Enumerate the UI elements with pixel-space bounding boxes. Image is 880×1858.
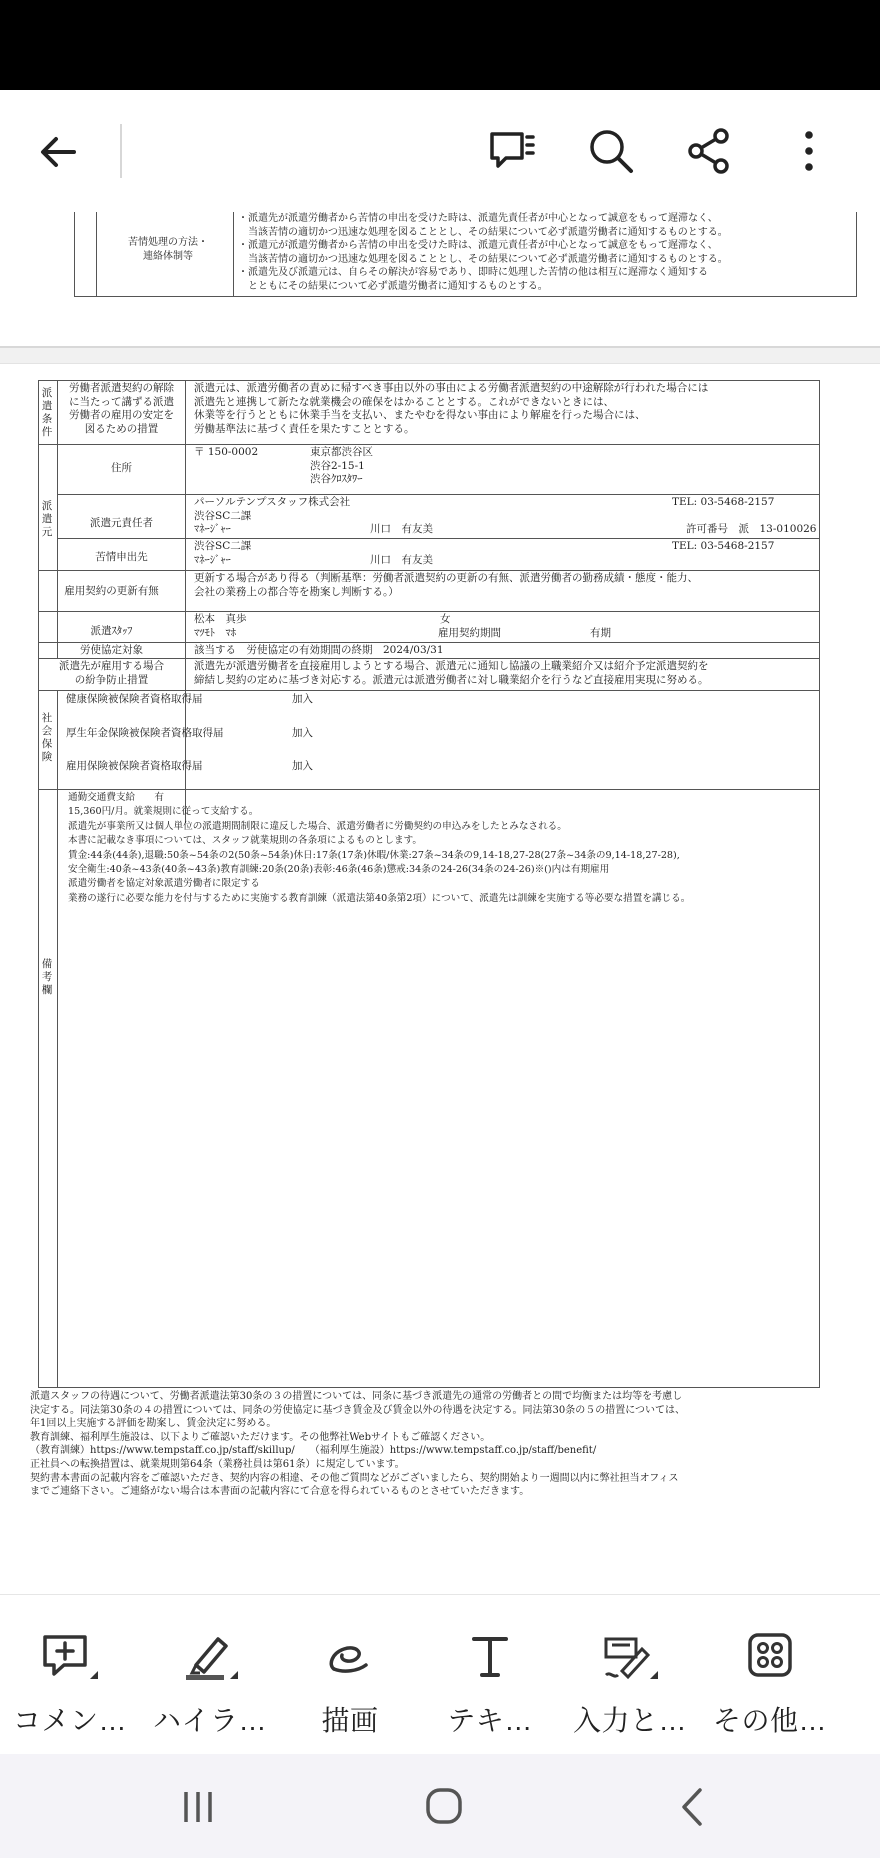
sekininsha-tel: TEL: 03-5468-2157 (672, 496, 775, 508)
tool-more[interactable] (700, 1595, 840, 1755)
koyo-kikan-value: 有期 (590, 627, 611, 639)
funso-text: 派遣先が派遣労働者を直接雇用しようとする場合、派遣元に通知し協議の上職業紹介又は紹介予定派遣契約を 締結し契約の定めに基づき対応する。派遣元は派遣労働者に対し職業紹介を行うなど直接雇用実現に努める。 (194, 660, 709, 686)
tool-draw-label: 描画 (321, 1705, 379, 1736)
fill-sign-icon (598, 1631, 662, 1683)
share-icon[interactable] (684, 126, 734, 176)
appbar-divider (120, 124, 122, 178)
jusho-label: 住所 (111, 462, 132, 474)
side-haken-joken: 派 遣 条 件 (41, 387, 53, 438)
funso-label: 派遣先が雇用する場合 の紛争防止措置 (59, 660, 164, 686)
add-comment-icon (38, 1631, 102, 1683)
side-shakai-hoken: 社 会 保 険 (41, 712, 53, 763)
comment-list-icon[interactable] (486, 126, 536, 176)
kujo-shori-label: 苦情処理の方法・ 連絡体制等 (128, 237, 208, 262)
status-bar (0, 0, 880, 90)
roshi-text: 該当する 労使協定の有効期間の終期 2024/03/31 (194, 644, 444, 656)
tool-text[interactable] (420, 1595, 560, 1755)
draw-icon (318, 1631, 382, 1683)
kyoka-bango: 許可番号 派 13-010026 (686, 523, 817, 535)
tool-highlight[interactable] (140, 1595, 280, 1755)
kosei-nenkin-value: 加入 (292, 727, 313, 739)
staff-gender: 女 (440, 613, 451, 625)
tool-text-label: テキ… (447, 1705, 533, 1736)
document-viewport[interactable] (0, 212, 880, 1594)
text-icon (458, 1631, 522, 1683)
tool-highlight-label: ハイラ… (152, 1705, 267, 1736)
kujo-moushide-dept: 渋谷SC二課 ﾏﾈｰｼﾞｬｰ (194, 540, 252, 566)
kujo-shori-text: ・派遣先が派遣労働者から苦情の申出を受けた時は、派遣先責任者が中心となって誠意をもって遅滞なく、 当該苦情の適切かつ迅速な処理を図ることとし、その結果について必ず派遣労働者に通知するものとする。 ・派遣元が派遣労働者から苦情の申出を受けた時は、派遣元責任者が中心となって誠意をもって遅滞なく、 当該苦情の適切かつ迅速な処理を図ることとし、その結果について必ず派遣労働者に通知するものとする。 ・派遣先及び派遣元は、自らその解決が容易であり、即時に処理した苦情の他は相互に遅滞なく通知する とともにその結果について必ず派遣労働者に通知するものとする。 (238, 213, 728, 292)
bottom-toolbar (0, 1594, 880, 1754)
search-icon[interactable] (586, 126, 636, 176)
recents-icon[interactable] (168, 1780, 228, 1834)
previous-page (0, 212, 880, 346)
side-biko: 備 考 欄 (41, 958, 53, 996)
side-hakenmoto: 派 遣 元 (41, 500, 53, 538)
jusho-postal: 〒 150-0002 (194, 446, 259, 458)
footer-notes: 派遣スタッフの待遇について、労働者派遣法第30条の３の措置については、同条に基づき派遣先の通常の労働者との間で均衡または均等を考慮し 決定する。同法第30条の４の措置については、同条の労使協定に基づき賃金及び賃金以外の待遇を決定する。同法第30条の５の措置については、 年1回以上実施する評価を勘案し、賃金決定に努める。 教育訓練、福利厚生施設は、以下よりご確認いただけます。その他弊社Webサイトもご確認ください。 （教育訓練）https://www.tempstaff.co.jp/staff/skillup/ （福利厚生施設）https://www.tempstaff.co.jp/staff/benefit/ 正社員への転換措置は、就業規則第64条（業務社員は第61条）に規定しています。 契約書本書面の記載内容をご確認いただき、契約内容の相違、その他ご質問などがございましたら、契約開始より一週間以内に弊社担当オフィス までご連絡下さい。ご連絡がない場合は本書面の記載内容にて合意を得られているものとさせていただきます。 (30, 1391, 686, 1498)
kosei-nenkin-label: 厚生年金保険被保険者資格取得届 (66, 727, 224, 739)
sekininsha-company: パーソルテンプスタッフ株式会社 渋谷SC二課 ﾏﾈｰｼﾞｬｰ (194, 496, 351, 535)
koyo-hoken-label: 雇用保険被保険者資格取得届 (66, 760, 203, 772)
top-app-bar (0, 90, 880, 212)
tool-draw[interactable] (280, 1595, 420, 1755)
tool-more-label: その他… (712, 1705, 827, 1736)
kenko-hoken-value: 加入 (292, 693, 313, 705)
koyo-hoken-value: 加入 (292, 760, 313, 772)
jusho-address: 東京都渋谷区 渋谷2-15-1 渋谷ｸﾛｽﾀﾜｰ (310, 446, 373, 485)
staff-name: 松本 真歩 ﾏﾂﾓﾄ ﾏﾎ (194, 613, 247, 639)
tool-fill-sign-label: 入力と… (572, 1705, 687, 1736)
tool-fill-sign[interactable] (560, 1595, 700, 1755)
arrow-left-icon[interactable] (34, 128, 82, 176)
kujo-moushide-label: 苦情申出先 (95, 551, 148, 563)
system-nav-bar (0, 1754, 880, 1858)
tool-comment[interactable] (0, 1595, 140, 1755)
koyo-kikan-label: 雇用契約期間 (438, 627, 501, 639)
grid-icon (738, 1631, 802, 1683)
roshi-label: 労使協定対象 (80, 644, 143, 656)
sekininsha-label: 派遣元責任者 (90, 517, 153, 529)
biko-text: 通勤交通費支給 有 15,360円/月。就業規則に従って支給する。 派遣先が事業所又は個人単位の派遣期間制限に違反した場合、派遣労働者に労働契約の申込みをしたとみなされる。 本書に記載なき事項については、スタッフ就業規則の各条項によるものとします。 賃金:44条(44条),退職:50条~54条の2(50条~54条)休日:17条(17条)休暇/休業:27条~34条の9,14-18,27-28(27条~34条の9,14-18,27-28), 安全衛生:40条~43条(40条~43条)教育訓練:20条(20条)表彰:46条(46条)懲戒:34条の24-26(34条の24-26)※()内は有期雇用 派遣労働者を協定対象派遣労働者に限定する 業務の遂行に必要な能力を付与するために実施する教育訓練（派遣法第40条第2項）について、派遣先は訓練を実施する等必要な措置を講じる。 (68, 792, 691, 904)
sekininsha-name: 川口 有友美 (370, 523, 433, 535)
kujo-moushide-name: 川口 有友美 (370, 554, 433, 566)
koshin-label: 雇用契約の更新有無 (64, 585, 159, 597)
koshin-text: 更新する場合があり得る（判断基準：労働者派遣契約の更新の有無、派遣労働者の勤務成績・態度・能力、 会社の業務上の都合等を勘案し判断する。） (194, 572, 698, 598)
more-vertical-icon[interactable] (784, 126, 834, 176)
nav-back-icon[interactable] (662, 1780, 722, 1834)
home-icon[interactable] (414, 1780, 474, 1834)
kaijo-text: 派遣元は、派遣労働者の責めに帰すべき事由以外の事由による労働者派遣契約の中途解除が行われた場合には 派遣先と連携して新たな就業機会の確保をはかることとする。これができないときには、 休業等を行うとともに休業手当を支払い、またやむを得ない事由により解雇を行った場合には、 労働基準法に基づく責任を果たすこととする。 (194, 382, 709, 435)
staff-label: 派遣ｽﾀｯﾌ (90, 625, 133, 637)
kenko-hoken-label: 健康保険被保険者資格取得届 (66, 693, 203, 705)
kujo-moushide-tel: TEL: 03-5468-2157 (672, 540, 775, 552)
page-separator (0, 346, 880, 364)
kaijo-label: 労働者派遣契約の解除 に当たって講ずる派遣 労働者の雇用の安定を 図るための措置 (69, 382, 174, 435)
highlighter-icon (178, 1631, 242, 1683)
tool-comment-label: コメン… (12, 1705, 127, 1736)
